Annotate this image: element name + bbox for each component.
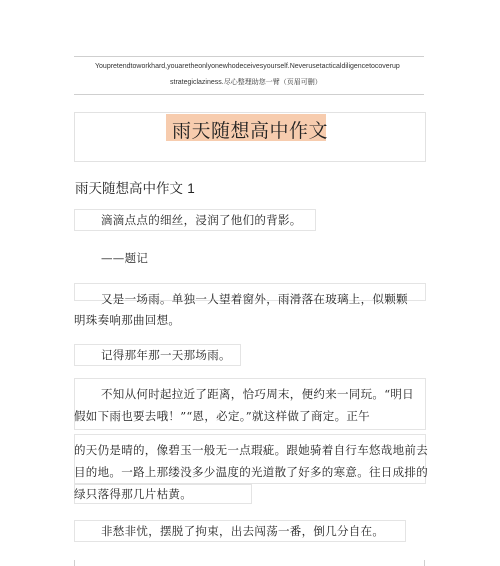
section-heading-number: 1 — [187, 181, 195, 196]
document-title: 雨天随想高中作文 — [172, 120, 329, 142]
body-line: 不知从何时起拉近了距离，恰巧周末，便约来一同玩。“明日 — [101, 387, 414, 401]
page-edge-mark — [74, 560, 75, 566]
body-line: 滴滴点点的细丝，浸润了他们的背影。 — [101, 213, 302, 227]
header-bottom-rule — [74, 94, 424, 95]
header-quote-line-1: Youpretendtoworkhard,youaretheonlyonewhodeceivesyourself.Neverusetacticaldiligencetocoverup — [95, 63, 400, 70]
body-line: 又是一场雨。单独一人望着窗外，雨滑落在玻璃上，似颗颗 — [101, 292, 408, 306]
section-heading-text: 雨天随想高中作文 — [75, 181, 183, 197]
body-line: 的天仍是晴的，像碧玉一般无一点瑕疵。跟她骑着自行车悠哉地前去 — [74, 443, 428, 457]
body-line: 目的地。一路上那缕没多少温度的光道散了好多的寒意。往日成排的 — [74, 465, 428, 479]
page-edge-mark — [424, 560, 425, 566]
section-heading — [75, 177, 195, 197]
body-line: 假如下雨也要去哦！”“恩，必定。”就这样做了商定。正午 — [74, 409, 370, 423]
body-line: 记得那年那一天那场雨。 — [101, 348, 231, 362]
body-line: ——题记 — [101, 251, 149, 265]
header-quote-line-2: strategiclaziness.尽心整理助您一臂（页眉可删） — [170, 79, 322, 86]
body-line: 非愁非忧，摆脱了拘束，出去闯荡一番，倒几分自在。 — [101, 524, 385, 538]
body-line: 绿只落得那几片枯黄。 — [74, 487, 192, 501]
header-top-rule — [74, 56, 424, 57]
body-line: 明珠奏响那曲回想。 — [74, 313, 181, 327]
